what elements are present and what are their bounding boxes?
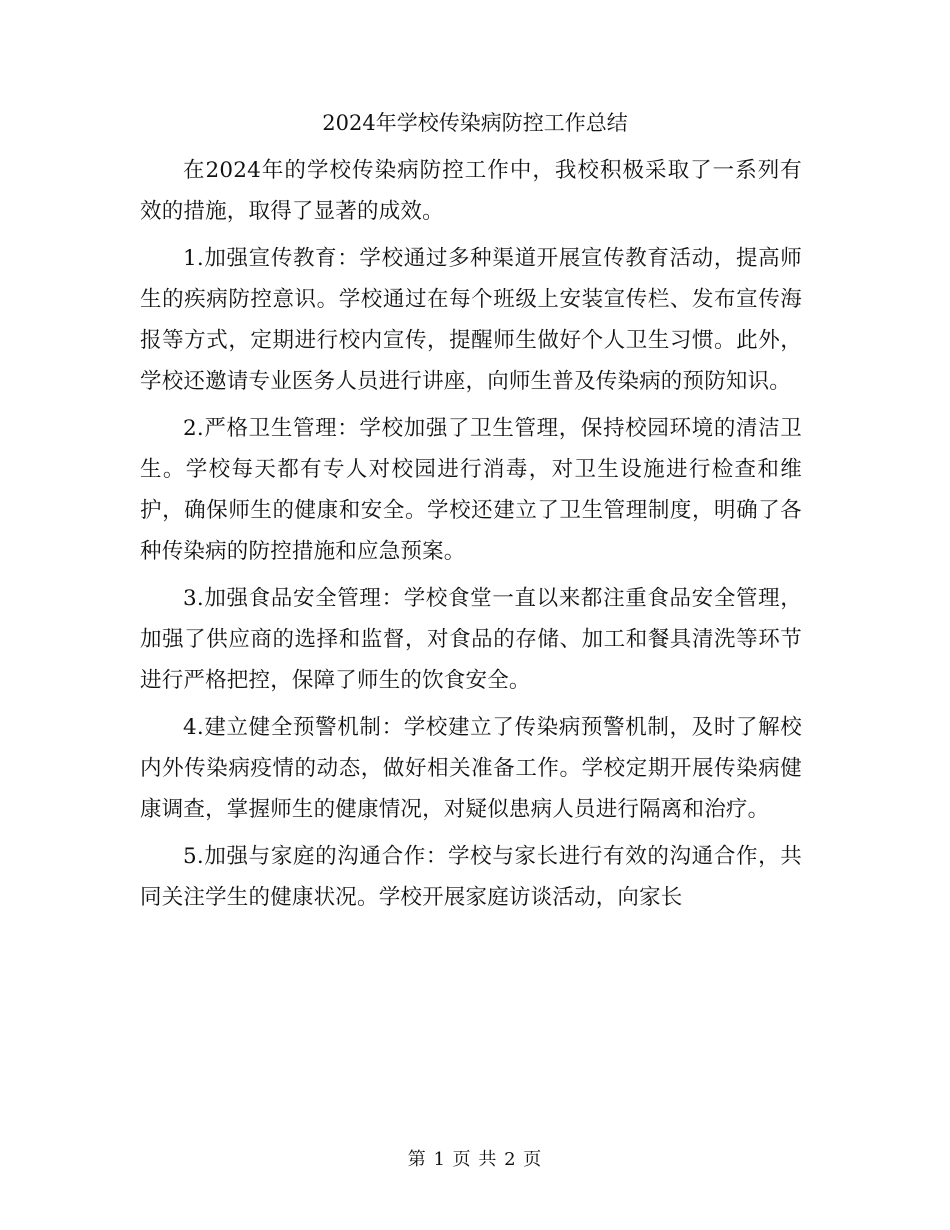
paragraph-publicity-education: 1.加强宣传教育：学校通过多种渠道开展宣传教育活动，提高师生的疾病防控意识。学校通过在每个班级上安装宣传栏、发布宣传海报等方式，定期进行校内宣传，提醒师生做好个人卫生习惯。此外，学校还邀请专业医务人员进行讲座，向师生普及传染病的预防知识。	[140, 246, 802, 394]
paragraph-family-communication: 5.加强与家庭的沟通合作：学校与家长进行有效的沟通合作，共同关注学生的健康状况。学校开展家庭访谈活动，向家长	[140, 844, 802, 910]
paragraph-food-safety: 3.加强食品安全管理：学校食堂一直以来都注重食品安全管理，加强了供应商的选择和监督，对食品的存储、加工和餐具清洗等环节进行严格把控，保障了师生的饮食安全。	[140, 586, 802, 693]
document-body	[140, 150, 802, 924]
paragraph-early-warning: 4.建立健全预警机制：学校建立了传染病预警机制，及时了解校内外传染病疫情的动态，做好相关准备工作。学校定期开展传染病健康调查，掌握师生的健康情况，对疑似患病人员进行隔离和治疗。	[140, 715, 802, 822]
document-title: 2024年学校传染病防控工作总结	[322, 111, 628, 135]
paragraph-hygiene-management: 2.严格卫生管理：学校加强了卫生管理，保持校园环境的清洁卫生。学校每天都有专人对校园进行消毒，对卫生设施进行检查和维护，确保师生的健康和安全。学校还建立了卫生管理制度，明确了各种传染病的防控措施和应急预案。	[140, 416, 802, 564]
intro-paragraph: 在2024年的学校传染病防控工作中，我校积极采取了一系列有效的措施，取得了显著的成效。	[140, 158, 802, 224]
page-number-footer: 第 1 页 共 2 页	[407, 1149, 543, 1170]
